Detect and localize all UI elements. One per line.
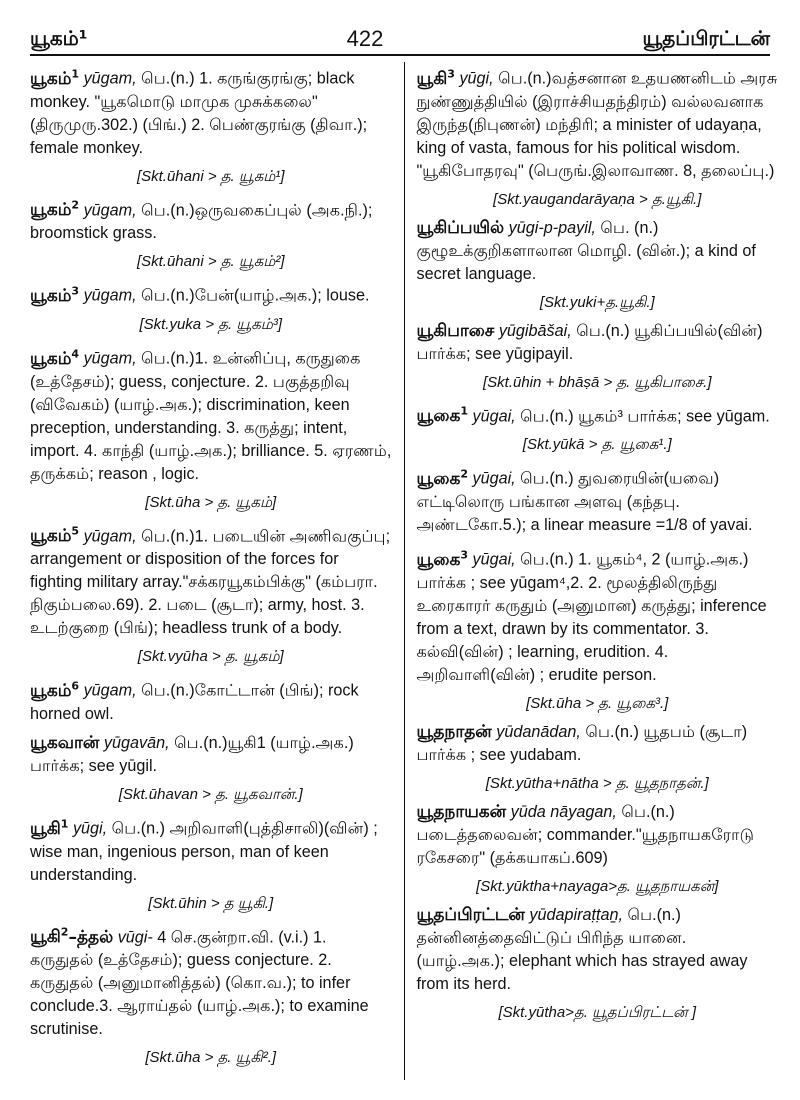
right-column <box>404 62 779 1080</box>
definition: பெ.(n.)ஒருவகைப்புல் (அக.நி.); broomstick grass. <box>30 201 373 243</box>
entry-text <box>30 674 392 726</box>
transliteration: yūgai, <box>472 469 516 488</box>
running-head-left: யூகம்¹ <box>30 25 88 50</box>
transliteration: yūda nāyagan, <box>510 802 617 821</box>
transliteration: yūgai, <box>472 407 516 426</box>
definition: பெ.(n.) 1. யூகம்⁴, 2 (யாழ்.அக.) பார்க்க ; see yūgam⁴,2. 2. மூலத்திலிருந்து உரைகாரர் கருதும் (அனுமான) கருத்து; inference from a text, drawn by its commentator. 3. கல்வி(வின்) ; learning, erudition. 4. அறிவாளி(வின்) ; erudite person. <box>416 550 767 684</box>
entry-text <box>30 520 392 641</box>
transliteration: yūgam, <box>83 286 137 305</box>
dictionary-entry <box>30 194 392 274</box>
etymology: [Skt.yaugandarāyaṇa > த.யூகி.] <box>493 190 702 208</box>
entry-text <box>417 217 779 286</box>
homonym-number: 3 <box>447 67 455 80</box>
dictionary-entry <box>30 812 392 915</box>
dictionary-entry <box>417 320 779 394</box>
entry-text <box>417 62 779 183</box>
headword: யூகை$^3$ <box>416 547 468 570</box>
etymology: [Skt.ūhani > த. யூகம்¹] <box>136 167 285 185</box>
transliteration: yūgam, <box>83 69 137 88</box>
dictionary-entry <box>417 400 779 457</box>
headword: யூகிப்பயில் <box>416 217 505 238</box>
homonym-number: 2 <box>60 925 69 939</box>
dictionary-entry <box>417 462 779 537</box>
transliteration: yūgam, <box>83 201 137 220</box>
entry-text <box>417 721 779 767</box>
headword: யூகம்$^6$ <box>30 679 80 701</box>
definition: பெ. (n.) குழூஉக்குறிகளாலான மொழி. (வின்.); a kind of secret language. <box>416 218 756 283</box>
dictionary-entry <box>30 520 392 669</box>
homonym-number: 3 <box>460 547 468 561</box>
dictionary-entry <box>30 62 392 188</box>
etymology: [Skt.yuki+த.யூகி.] <box>539 293 655 311</box>
headword: யூகம்$^1$ <box>30 67 80 89</box>
headword-suffix: –த்தல் <box>68 927 114 948</box>
headword: யூகி$^2$ <box>30 925 69 948</box>
definition: பெ.(n.) படைத்தலைவன்; commander."யூதநாயகரோடு ரகேசரை" (தக்கயாகப்.609) <box>416 802 755 867</box>
etymology: [Skt.ūhavan > த. யூகவான்.] <box>118 785 303 803</box>
headword: யூகி$^3$ <box>416 67 455 89</box>
entry-text <box>30 812 392 887</box>
homonym-number: 1 <box>460 404 468 418</box>
definition: பெ.(n.)வத்சனான உதயணனிடம் அரசு நுண்ணுத்தியில் (இராச்சியதந்திரம்) வல்லவனாக இருந்த(நிபுணன்) மந்திரி; a minister of udayaṇa, king of vasta, famous for his political wisdom. "யூகிபோதரவு" (பெருங்.இலாவாண. 8, தலைப்பு.) <box>416 69 778 180</box>
entry-text <box>417 462 779 537</box>
etymology: [Skt.ūhin + bhāṣā > த. யூகிபாசை.] <box>482 373 712 391</box>
headword: யூதநாதன் <box>416 721 492 742</box>
transliteration: yūgam, <box>83 349 137 368</box>
entry-columns <box>30 62 778 1080</box>
headword: யூகி$^1$ <box>30 816 69 839</box>
entry-text <box>417 904 779 996</box>
headword: யூதப்பிரட்டன் <box>416 904 525 925</box>
definition: பெ.(n.) யூகம்³ பார்க்க; see yūgam. <box>520 407 770 426</box>
etymology: [Skt.ūha > த. யூகை³.] <box>526 694 669 712</box>
homonym-number: 5 <box>71 524 80 538</box>
definition: 4 செ.குன்றா.வி. (v.i.) 1. கருதுதல் (உத்தேசம்); guess conjecture. 2. கருதுதல் (அனுமானித்தல்) (கொ.வ.); to infer conclude.3. ஆராய்தல் (யாழ்.அக.); to examine scrutinise. <box>30 928 369 1039</box>
transliteration: yūgam, <box>83 527 137 546</box>
dictionary-entry <box>417 543 779 715</box>
homonym-number: 1 <box>60 816 69 830</box>
transliteration: yūgi-p-payil, <box>508 218 596 237</box>
headword: யூகம்$^5$ <box>30 524 80 547</box>
homonym-number: 1 <box>71 67 80 80</box>
homonym-number: 4 <box>71 346 80 360</box>
dictionary-entry <box>417 801 779 898</box>
entry-text <box>30 194 392 246</box>
dictionary-entry <box>417 62 779 211</box>
transliteration: yūdapiraṭṭaṉ, <box>529 905 624 924</box>
entry-text <box>417 320 779 366</box>
transliteration: yūgam, <box>83 681 137 700</box>
dictionary-entry <box>30 921 392 1070</box>
etymology: [Skt.yūtha>த. யூதப்பிரட்டன் ] <box>498 1003 697 1021</box>
etymology: [Skt.yūtha+nātha > த. யூதநாதன்.] <box>485 774 709 792</box>
homonym-number: 2 <box>71 198 80 212</box>
entry-text <box>30 279 392 308</box>
definition: பெ.(n.) அறிவாளி(புத்திசாலி)(வின்) ; wise man, ingenious person, man of keen understanding. <box>30 819 378 884</box>
running-head-right: யூதப்பிரட்டன் <box>642 25 770 50</box>
headword: யூகை$^1$ <box>416 404 468 427</box>
dictionary-entry <box>30 279 392 336</box>
transliteration: yūdanādan, <box>496 722 581 741</box>
dictionary-entry <box>30 674 392 726</box>
headword: யூகம்$^2$ <box>30 198 80 221</box>
dictionary-entry <box>417 721 779 795</box>
entry-text <box>417 543 779 687</box>
homonym-number: 6 <box>71 679 80 693</box>
definition: பெ.(n.) துவரையின்(யவை) எட்டிலொரு பங்கான அளவு (கந்தபு. அண்டகோ.5.); a linear measure =1/8 of yavai. <box>416 469 753 534</box>
entry-text <box>417 400 779 429</box>
etymology: [Skt.yuka > த. யூகம்³] <box>139 315 283 333</box>
headword: யூதநாயகன் <box>416 801 507 822</box>
page-number: 422 <box>346 26 384 51</box>
transliteration: yūgi, <box>459 69 494 88</box>
headword: யூகம்$^4$ <box>30 346 80 369</box>
definition: பெ.(n.) 1. கருங்குரங்கு; black monkey. "யூகமொடு மாமுக முசுக்கலை" (திருமுரு.302.) (பிங்.) 2. பெண்குரங்கு (திவா.); female monkey. <box>30 69 368 157</box>
transliteration: yūgibāšai, <box>498 321 572 340</box>
etymology: [Skt.ūha > த. யூகி².] <box>145 1049 277 1067</box>
dictionary-entry <box>30 732 392 806</box>
homonym-number: 2 <box>460 467 468 481</box>
definition: பெ.(n.)1. உன்னிப்பு, கருதுகை (உத்தேசம்); guess, conjecture. 2. பகுத்தறிவு (விவேகம்) (யாழ்.அக.); discrimination, keen preception, understanding. 3. கருத்து; intent, import. 4. காந்தி (யாழ்.அக.); brilliance. 5. ஏரணம், தருக்கம்; reason , logic. <box>30 349 392 483</box>
definition: பெ.(n.)யூகி1 (யாழ்.அக.) பார்க்க; see yūgil. <box>30 733 354 775</box>
headword: யூகவான் <box>30 732 100 753</box>
entry-text <box>30 62 392 160</box>
entry-text <box>30 342 392 486</box>
definition: பெ.(n.)கோட்டான் (பிங்); rock horned owl. <box>30 681 359 723</box>
homonym-number: 3 <box>71 284 80 298</box>
transliteration: yūgavān, <box>103 733 170 752</box>
definition: பெ.(n.)1. படையின் அணிவகுப்பு; arrangement or disposition of the forces for fighting military array."சக்கரயூகம்பிக்கு" (கம்பரா. நிகும்பலை.69). 2. படை (சூடா); army, host. 3. உடற்குறை (பிங்); headless trunk of a body. <box>30 527 391 638</box>
transliteration: vūgi- <box>117 928 153 947</box>
entry-text <box>417 801 779 870</box>
dictionary-entry <box>417 217 779 314</box>
dictionary-entry <box>417 904 779 1024</box>
definition: பெ.(n.) யூதபம் (சூடா) பார்க்க ; see yudabam. <box>416 722 748 764</box>
definition: பெ.(n.) யூகிப்பயில்(வின்) பார்க்க; see yūgipayil. <box>416 321 763 363</box>
headword: யூகை$^2$ <box>416 467 468 489</box>
definition: பெ.(n.)பேன்(யாழ்.அக.); louse. <box>141 286 370 305</box>
etymology: [Skt.ūhin > த யூகி.] <box>148 894 274 912</box>
entry-text <box>30 732 392 778</box>
etymology: [Skt.vyūha > த. யூகம்] <box>137 648 284 666</box>
transliteration: yūgai, <box>472 550 516 569</box>
headword: யூகிபாசை <box>416 320 495 341</box>
headword: யூகம்$^3$ <box>30 284 80 306</box>
left-column <box>30 62 404 1080</box>
page-header <box>30 24 770 56</box>
entry-text <box>30 921 392 1042</box>
dictionary-entry <box>30 342 392 514</box>
etymology: [Skt.ūhani > த. யூகம்²] <box>136 253 285 271</box>
etymology: [Skt.yūkā > த. யூகை¹.] <box>522 436 672 454</box>
definition: பெ.(n.) தன்னினத்தைவிட்டுப் பிரிந்த யானை. (யாழ்.அக.); elephant which has strayed away from its herd. <box>416 905 748 993</box>
etymology: [Skt.yūktha+nayaga>த. யூதநாயகன்] <box>476 877 719 895</box>
transliteration: yūgi, <box>72 819 108 838</box>
etymology: [Skt.ūha > த. யூகம்] <box>145 493 277 511</box>
